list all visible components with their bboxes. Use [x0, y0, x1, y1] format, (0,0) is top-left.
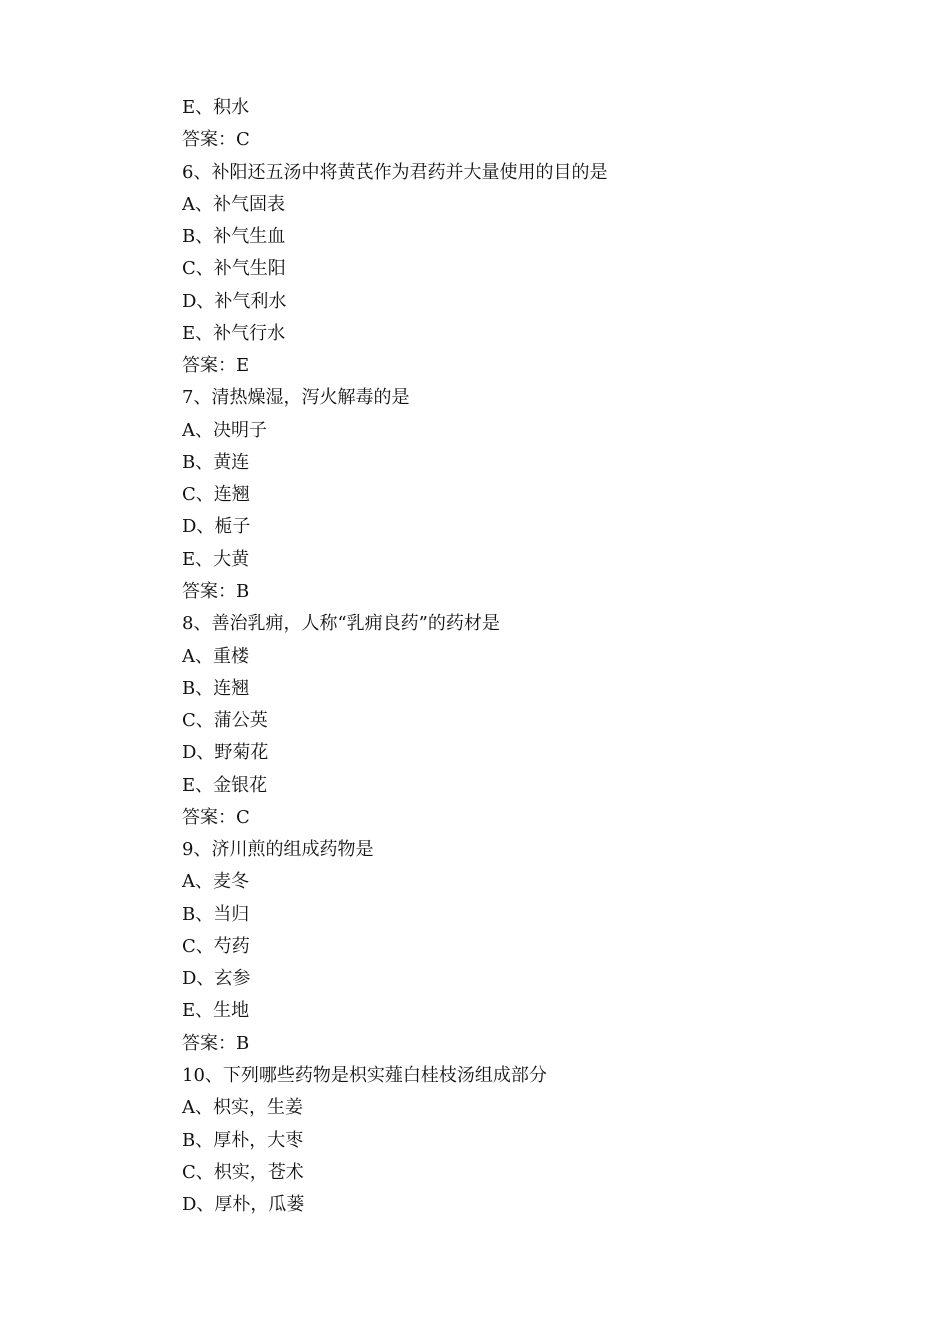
option-text: E、生地 [182, 1000, 250, 1022]
question-text: 8、善治乳痈，人称“乳痈良药”的药材是 [182, 613, 500, 635]
option-text: A、枳实，生姜 [182, 1097, 303, 1119]
option-text: E、大黄 [182, 548, 250, 570]
option-text: B、当归 [182, 903, 250, 925]
option-text: D、玄参 [182, 968, 251, 990]
option-text: D、厚朴，瓜蒌 [182, 1194, 305, 1216]
option-text: A、重楼 [182, 645, 249, 667]
option-text: B、黄连 [182, 451, 250, 473]
option-text: E、金银花 [182, 774, 268, 796]
option-text: D、补气利水 [182, 290, 287, 312]
option-text: A、麦冬 [182, 871, 249, 893]
option-text: B、补气生血 [182, 226, 286, 248]
option-text: B、厚朴，大枣 [182, 1129, 304, 1151]
document-page [182, 92, 902, 1221]
option-text: C、芍药 [182, 935, 250, 957]
answer-text: 答案：B [182, 1032, 250, 1054]
option-text: C、蒲公英 [182, 710, 268, 732]
option-text: D、栀子 [182, 516, 251, 538]
option-text: A、决明子 [182, 419, 267, 441]
option-text: C、补气生阳 [182, 258, 286, 280]
option-text: E、补气行水 [182, 322, 286, 344]
answer-text: 答案：B [182, 580, 250, 602]
question-text: 10、下列哪些药物是枳实薤白桂枝汤组成部分 [182, 1064, 547, 1086]
question-text: 7、清热燥湿，泻火解毒的是 [182, 387, 410, 409]
question-text: 6、补阳还五汤中将黄芪作为君药并大量使用的目的是 [182, 161, 608, 183]
answer-text: 答案：C [182, 806, 250, 828]
option-text: A、补气固表 [182, 193, 285, 215]
option-text: E、积水 [182, 97, 250, 118]
question-text: 9、济川煎的组成药物是 [182, 839, 374, 861]
option-text: C、连翘 [182, 484, 250, 506]
answer-text: 答案：E [182, 355, 250, 377]
answer-text: 答案：C [182, 129, 250, 151]
option-text: B、连翘 [182, 677, 250, 699]
option-text: C、枳实，苍术 [182, 1161, 304, 1183]
option-text: D、野菊花 [182, 742, 269, 764]
